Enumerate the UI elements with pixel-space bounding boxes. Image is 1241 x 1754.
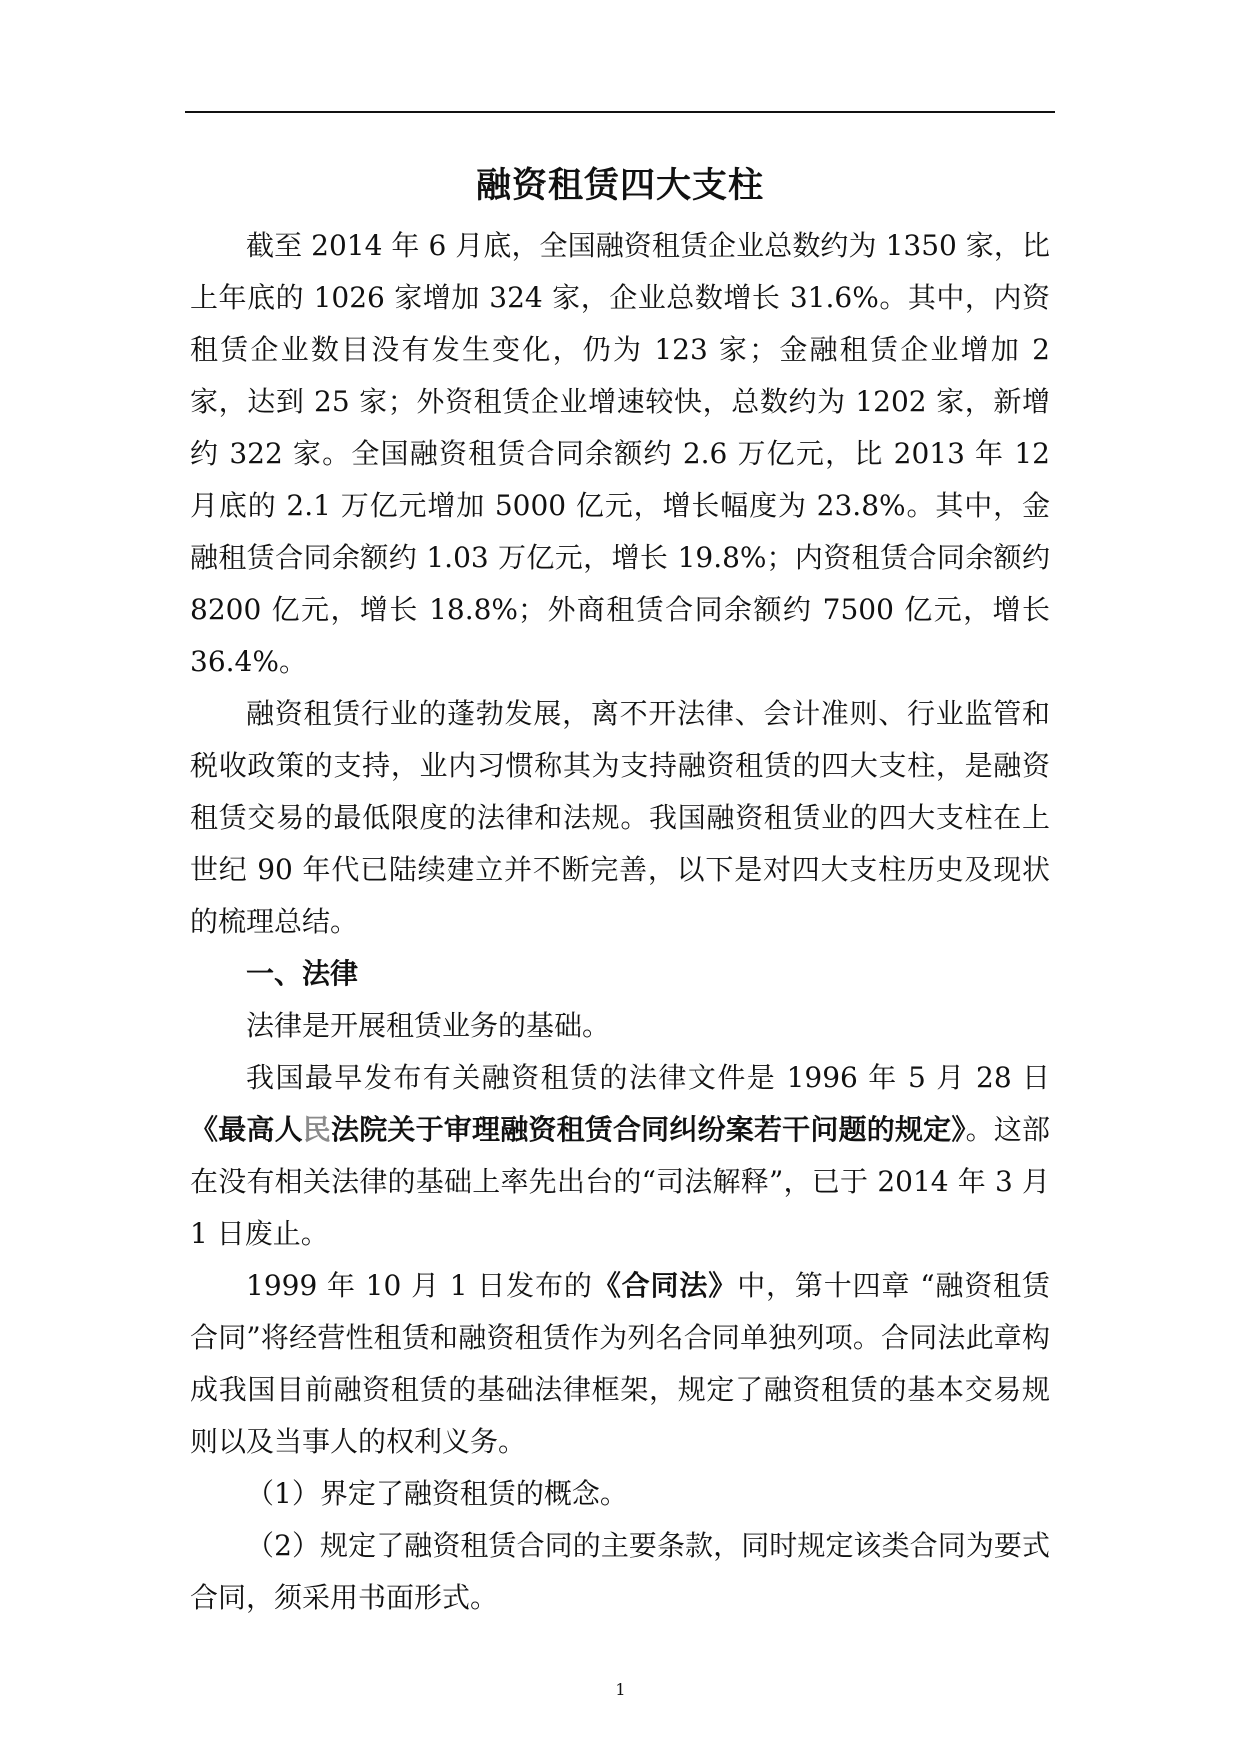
document-title: 融资租赁四大支柱	[475, 165, 764, 206]
paragraph-law-basis: 法律是开展租赁业务的基础。	[246, 1009, 611, 1042]
contract-law-text-before: 1999 年 10 月 1 日发布的	[246, 1269, 593, 1302]
paragraph-statistics: 截至 2014 年 6 月底，全国融资租赁企业总数约为 1350 家，比上年底的 1026 家增加 324 家，企业总数增长 31.6%。其中，内资租赁企业数目没有发生变化，仍为 123 家；金融租赁企业增加 2 家，达到 25 家；外资租赁企业增速较快，总数约为 1202 家，新增约 322 家。全国融资租赁合同余额约 2.6 万亿元，比 2013 年 12 月底的 2.1 万亿元增加 5000 亿元，增长幅度为 23.8%。其中，金融租赁合同余额约 1.03 万亿元，增长 19.8%；内资租赁合同余额约 8200 亿元，增长 18.8%；外商租赁合同余额约 7500 亿元，增长 36.4%。	[190, 229, 1050, 678]
contract-law-title: 《合同法》	[592, 1269, 738, 1302]
paragraph-contract-law	[190, 1260, 1050, 1468]
section-heading-law: 一、法律	[246, 957, 359, 990]
list-item-definition: （1）界定了融资租赁的概念。	[246, 1477, 628, 1510]
page-number: 1	[615, 1680, 626, 1699]
header-rule	[185, 111, 1055, 113]
earliest-law-text-before: 我国最早发布有关融资租赁的法律文件是 1996 年 5 月 28 日	[246, 1061, 1050, 1094]
supreme-court-provisions-title-end: 法院关于审理融资租赁合同纠纷案若干问题的规定》	[331, 1113, 966, 1146]
supreme-court-provisions-title-faded-char: 民	[302, 1113, 331, 1146]
document-body	[190, 162, 1050, 1624]
paragraph-four-pillars: 融资租赁行业的蓬勃发展，离不开法律、会计准则、行业监管和税收政策的支持，业内习惯称其为支持融资租赁的四大支柱，是融资租赁交易的最低限度的法律和法规。我国融资租赁业的四大支柱在上世纪 90 年代已陆续建立并不断完善，以下是对四大支柱历史及现状的梳理总结。	[190, 697, 1050, 938]
paragraph-earliest-law	[190, 1052, 1050, 1260]
earliest-law-text-after: 。这部在没有相关法律的基础上率先出台的“司法解释”，已于 2014 年 3 月 1 日废止。	[190, 1113, 1050, 1250]
supreme-court-provisions-title-start: 《最高人	[190, 1113, 303, 1146]
contract-law-text-after: 中，第十四章 “融资租赁合同”将经营性租赁和融资租赁作为列名合同单独列项。合同法此章构成我国目前融资租赁的基础法律框架，规定了融资租赁的基本交易规则以及当事人的权利义务。	[190, 1269, 1050, 1458]
list-item-contract-terms: （2）规定了融资租赁合同的主要条款，同时规定该类合同为要式合同，须采用书面形式。	[190, 1529, 1050, 1614]
